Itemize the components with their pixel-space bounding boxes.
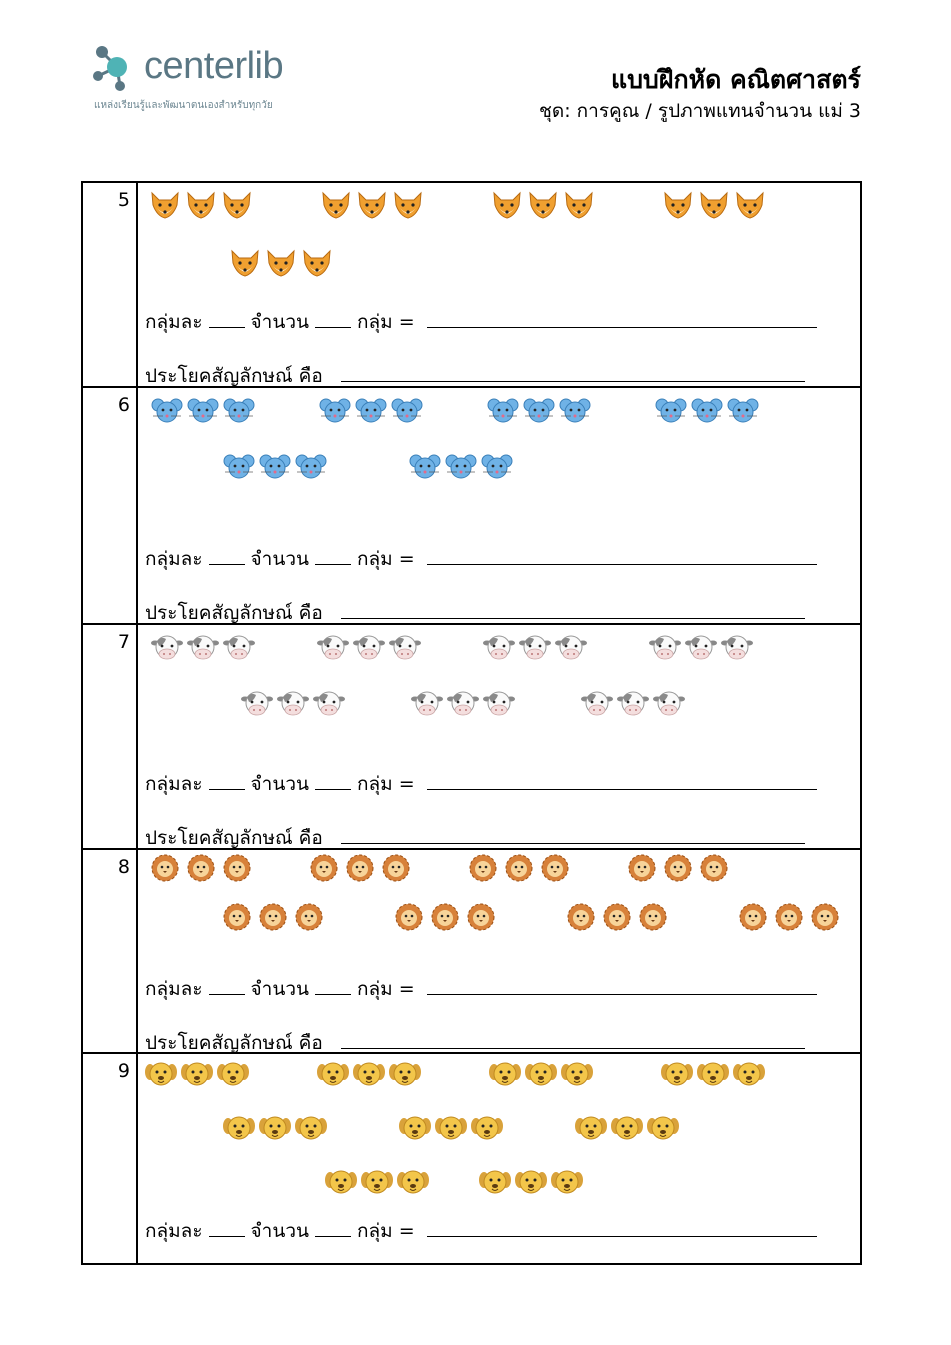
lion-icon [293,903,325,931]
cow-icon [653,689,685,717]
answer-blank[interactable] [427,313,817,328]
cow-icon [223,633,255,661]
lion-icon [698,854,730,882]
cow-icon [353,633,385,661]
mouse-icon [187,396,219,424]
dog-icon [435,1114,467,1142]
cow-icon [389,633,421,661]
dog-icon [181,1060,213,1088]
dog-icon [145,1060,177,1088]
per-group-label: กลุ่มละ [145,978,203,1000]
mouse-icon [445,452,477,480]
sentence-blank[interactable] [341,829,805,844]
answer-blank[interactable] [427,980,817,995]
lion-icon [380,854,412,882]
mouse-icon [691,396,723,424]
cow-icon [313,689,345,717]
fox-icon [356,191,388,219]
count-label: จำนวน [250,311,309,333]
problem-number: 9 [117,1060,130,1082]
lion-icon [662,854,694,882]
lion-icon [773,903,805,931]
lion-icon [503,854,535,882]
per-group-label: กลุ่มละ [145,773,203,795]
mouse-icon [223,452,255,480]
sentence-label: ประโยคสัญลักษณ์ [145,365,293,387]
lion-icon [308,854,340,882]
sentence-label: ประโยคสัญลักษณ์ [145,1032,293,1054]
problem-number: 6 [117,394,130,416]
page-subtitle: ชุด: การคูณ / รูปภาพแทนจำนวน แม่ 3 [539,100,861,122]
sentence-label: ประโยคสัญลักษณ์ [145,827,293,849]
logo-molecule-icon [92,42,142,92]
dog-icon [515,1168,547,1196]
cow-icon [277,689,309,717]
worksheet-table [81,181,862,1265]
dog-icon [489,1060,521,1088]
fox-icon [229,249,261,277]
mouse-icon [259,452,291,480]
dog-icon [661,1060,693,1088]
per-group-line [145,769,817,799]
cow-icon [721,633,753,661]
dog-icon [325,1168,357,1196]
fox-icon [734,191,766,219]
lion-icon [221,903,253,931]
logo-text: centerlib [144,45,284,87]
cow-icon [649,633,681,661]
fox-icon [320,191,352,219]
groups-equals-label: กลุ่ม = [356,548,415,570]
dog-icon [575,1114,607,1142]
dog-icon [561,1060,593,1088]
dog-icon [223,1114,255,1142]
group-count-blank[interactable] [315,313,351,328]
cow-icon [483,689,515,717]
mouse-icon [559,396,591,424]
per-group-blank[interactable] [209,980,245,995]
lion-icon [809,903,841,931]
count-label: จำนวน [250,548,309,570]
sentence-label: ประโยคสัญลักษณ์ [145,602,293,624]
cow-icon [317,633,349,661]
cow-icon [187,633,219,661]
mouse-icon [295,452,327,480]
per-group-blank[interactable] [209,775,245,790]
lion-icon [637,903,669,931]
count-label: จำนวน [250,978,309,1000]
mouse-icon [481,452,513,480]
lion-icon [429,903,461,931]
mouse-icon [319,396,351,424]
count-label: จำนวน [250,1220,309,1242]
cow-icon [519,633,551,661]
dog-icon [295,1114,327,1142]
cow-icon [617,689,649,717]
problem-row [83,623,860,851]
answer-blank[interactable] [427,775,817,790]
per-group-line [145,974,817,1004]
dog-icon [733,1060,765,1088]
cow-icon [241,689,273,717]
lion-icon [393,903,425,931]
per-group-blank[interactable] [209,1222,245,1237]
dog-icon [697,1060,729,1088]
dog-icon [647,1114,679,1142]
per-group-blank[interactable] [209,313,245,328]
groups-equals-label: กลุ่ม = [356,978,415,1000]
per-group-label: กลุ่มละ [145,311,203,333]
dog-icon [551,1168,583,1196]
dog-icon [399,1114,431,1142]
problem-row [83,183,860,388]
is-label: คือ [298,1032,323,1054]
per-group-line [145,307,817,337]
answer-blank[interactable] [427,550,817,565]
lion-icon [601,903,633,931]
dog-icon [259,1114,291,1142]
dog-icon [317,1060,349,1088]
groups-equals-label: กลุ่ม = [356,311,415,333]
fox-icon [527,191,559,219]
fox-icon [185,191,217,219]
dog-icon [353,1060,385,1088]
lion-icon [539,854,571,882]
mouse-icon [151,396,183,424]
per-group-label: กลุ่มละ [145,1220,203,1242]
sentence-blank[interactable] [341,1034,805,1049]
fox-icon [698,191,730,219]
mouse-icon [391,396,423,424]
count-label: จำนวน [250,773,309,795]
logo-tagline: แหล่งเรียนรู้และพัฒนาตนเองสำหรับทุกวัย [94,100,273,111]
fox-icon [563,191,595,219]
mouse-icon [523,396,555,424]
dog-icon [479,1168,511,1196]
group-count-blank[interactable] [315,1222,351,1237]
cow-icon [581,689,613,717]
page-title: แบบฝึกหัด คณิตศาสตร์ [610,65,861,94]
problem-row [83,848,860,1056]
mouse-icon [655,396,687,424]
fox-icon [301,249,333,277]
problem-number: 5 [117,189,130,211]
fox-icon [662,191,694,219]
per-group-blank[interactable] [209,550,245,565]
cow-icon [685,633,717,661]
group-count-blank[interactable] [315,550,351,565]
is-label: คือ [298,827,323,849]
cow-icon [411,689,443,717]
dog-icon [389,1060,421,1088]
dog-icon [217,1060,249,1088]
cow-icon [151,633,183,661]
cow-icon [447,689,479,717]
lion-icon [149,854,181,882]
lion-icon [565,903,597,931]
problem-number: 8 [117,856,130,878]
dog-icon [611,1114,643,1142]
fox-icon [265,249,297,277]
groups-equals-label: กลุ่ม = [356,773,415,795]
sentence-blank[interactable] [341,604,805,619]
is-label: คือ [298,365,323,387]
per-group-label: กลุ่มละ [145,548,203,570]
fox-icon [491,191,523,219]
dog-icon [525,1060,557,1088]
dog-icon [471,1114,503,1142]
lion-icon [257,903,289,931]
mouse-icon [487,396,519,424]
per-group-line [145,1216,817,1246]
centerlib-logo [92,40,352,120]
dog-icon [397,1168,429,1196]
fox-icon [221,191,253,219]
cow-icon [483,633,515,661]
mouse-icon [223,396,255,424]
cow-icon [555,633,587,661]
lion-icon [467,854,499,882]
lion-icon [737,903,769,931]
problem-row [83,1052,860,1267]
sentence-blank[interactable] [341,367,805,382]
lion-icon [465,903,497,931]
mouse-icon [409,452,441,480]
fox-icon [149,191,181,219]
lion-icon [344,854,376,882]
lion-icon [221,854,253,882]
mouse-icon [727,396,759,424]
problem-row [83,386,860,626]
group-count-blank[interactable] [315,980,351,995]
lion-icon [185,854,217,882]
answer-blank[interactable] [427,1222,817,1237]
lion-icon [626,854,658,882]
dog-icon [361,1168,393,1196]
mouse-icon [355,396,387,424]
per-group-line [145,544,817,574]
fox-icon [392,191,424,219]
problem-number: 7 [117,631,130,653]
is-label: คือ [298,602,323,624]
groups-equals-label: กลุ่ม = [356,1220,415,1242]
group-count-blank[interactable] [315,775,351,790]
